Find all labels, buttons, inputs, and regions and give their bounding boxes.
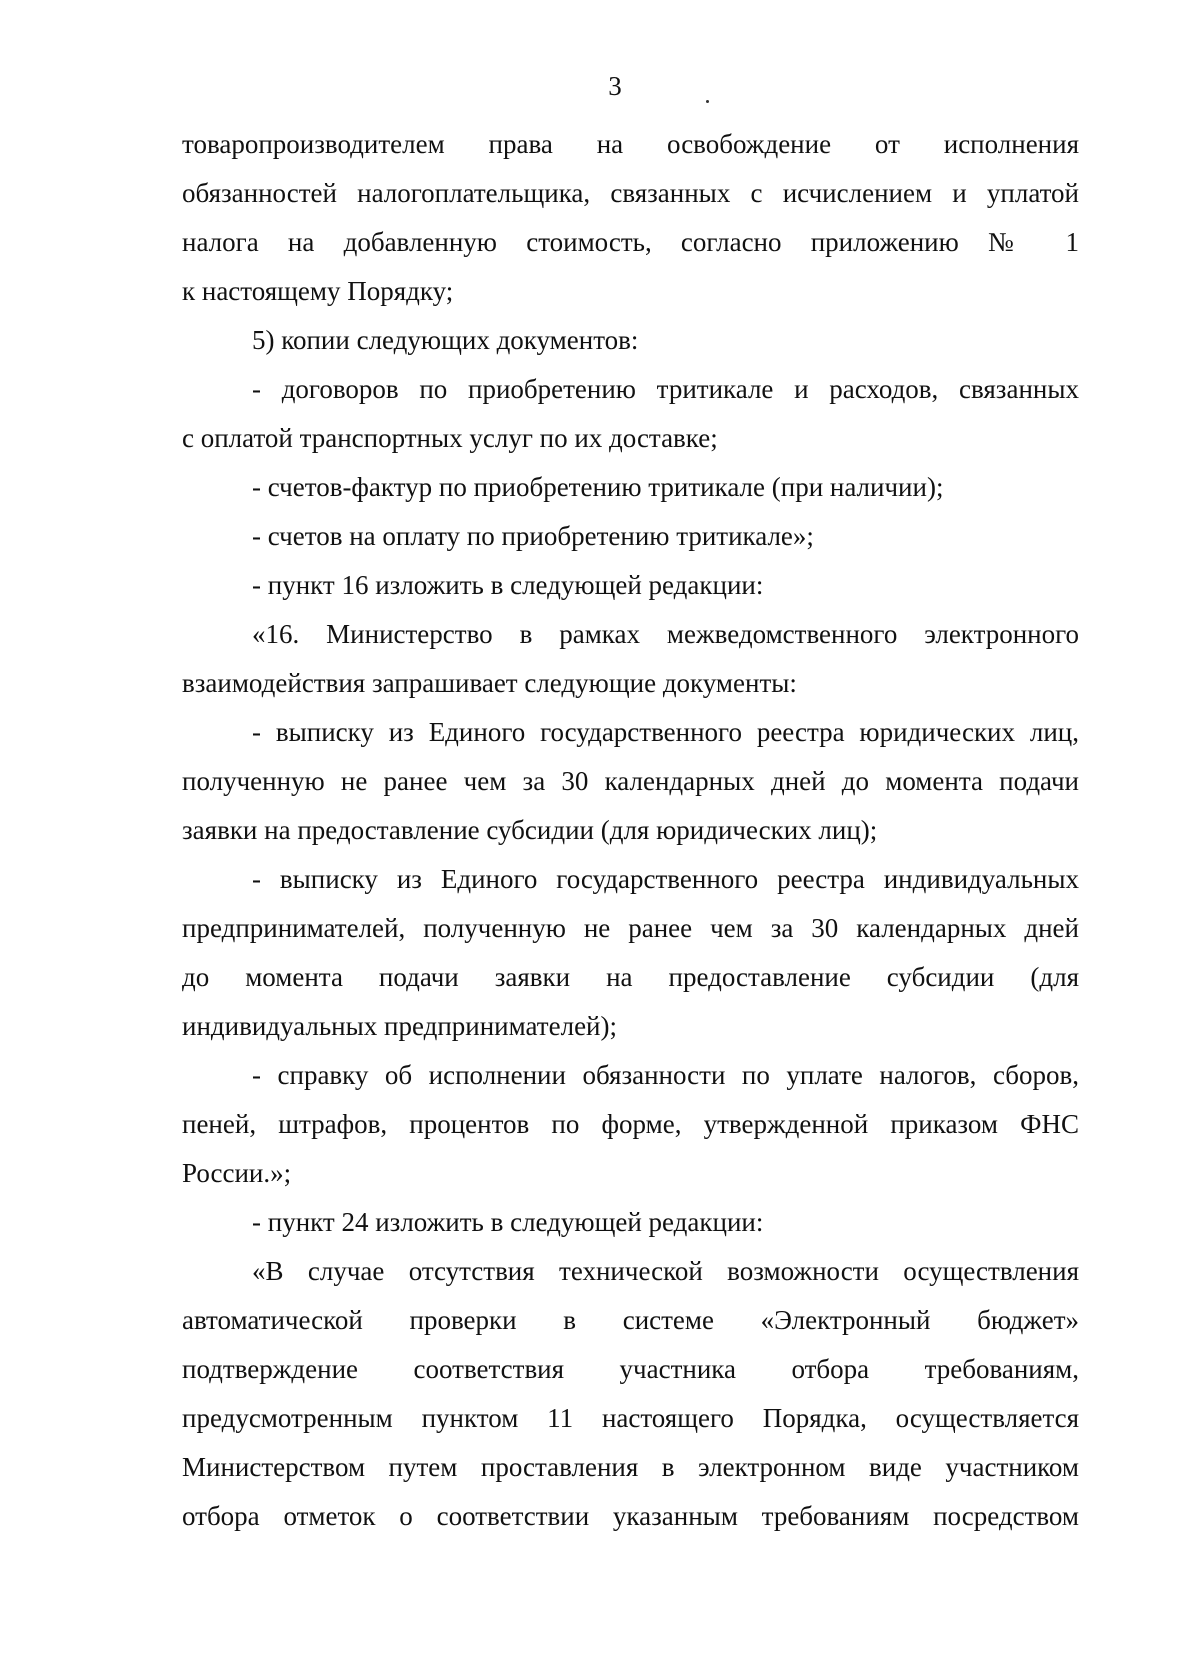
text-line: к настоящему Порядку; xyxy=(182,276,454,306)
text-line: России.»; xyxy=(182,1158,292,1188)
text-line: товаропроизводителем права на освобождение от исполнения xyxy=(182,129,1079,159)
page-number: 3 xyxy=(608,71,622,101)
text-line: автоматической проверки в системе «Электронный бюджет» xyxy=(182,1305,1079,1335)
text-line: - счетов-фактур по приобретению тритикале (при наличии); xyxy=(252,472,944,502)
text-line: заявки на предоставление субсидии (для юридических лиц); xyxy=(182,815,878,845)
text-line: с оплатой транспортных услуг по их доставке; xyxy=(182,423,718,453)
text-line: предпринимателей, полученную не ранее чем за 30 календарных дней xyxy=(182,913,1079,943)
text-line: индивидуальных предпринимателей); xyxy=(182,1011,617,1041)
text-line: до момента подачи заявки на предоставление субсидии (для xyxy=(182,962,1079,992)
text-line: «16. Министерство в рамках межведомственного электронного xyxy=(252,619,1079,649)
text-line: Министерством путем проставления в электронном виде участником xyxy=(182,1452,1079,1482)
text-line: - справку об исполнении обязанности по уплате налогов, сборов, xyxy=(252,1060,1079,1090)
text-line: взаимодействия запрашивает следующие документы: xyxy=(182,668,797,698)
text-line: - пункт 24 изложить в следующей редакции: xyxy=(252,1207,764,1237)
text-line: 5) копии следующих документов: xyxy=(252,325,639,355)
text-line: предусмотренным пунктом 11 настоящего Порядка, осуществляется xyxy=(182,1403,1079,1433)
text-line: - выписку из Единого государственного реестра юридических лиц, xyxy=(252,717,1079,747)
text-line: обязанностей налогоплательщика, связанных с исчислением и уплатой xyxy=(182,178,1079,208)
text-line: полученную не ранее чем за 30 календарных дней до момента подачи xyxy=(182,766,1079,796)
text-line: налога на добавленную стоимость, согласно приложению № 1 xyxy=(182,227,1079,257)
text-line: отбора отметок о соответствии указанным требованиям посредством xyxy=(182,1501,1079,1531)
scan-speck xyxy=(706,100,709,103)
text-line: - выписку из Единого государственного реестра индивидуальных xyxy=(252,864,1079,894)
text-line: - договоров по приобретению тритикале и расходов, связанных xyxy=(252,374,1079,404)
text-line: - пункт 16 изложить в следующей редакции: xyxy=(252,570,764,600)
text-line: подтверждение соответствия участника отбора требованиям, xyxy=(182,1354,1079,1384)
document-body xyxy=(182,120,1079,1541)
text-line: - счетов на оплату по приобретению тритикале»; xyxy=(252,521,814,551)
text-line: пеней, штрафов, процентов по форме, утвержденной приказом ФНС xyxy=(182,1109,1079,1139)
text-line: «В случае отсутствия технической возможности осуществления xyxy=(252,1256,1079,1286)
